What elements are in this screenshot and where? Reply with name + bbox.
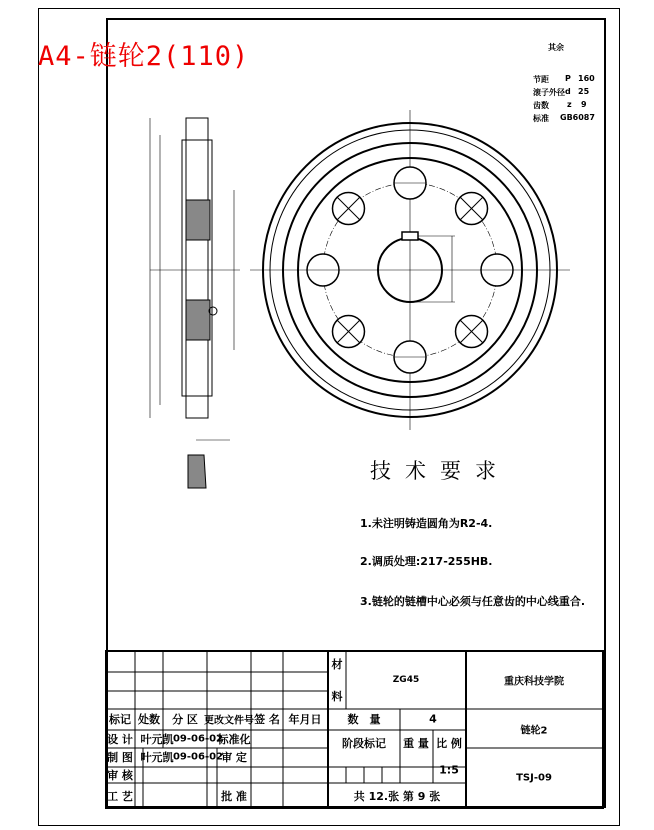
spec-value: 160 [578, 74, 595, 83]
role-label: 制 图 [107, 751, 133, 764]
part-name: 链轮2 [520, 725, 548, 737]
scale-value: 1:5 [439, 763, 459, 777]
requirement-item: 3.链轮的链槽中心必须与任意齿的中心线重合. [360, 595, 586, 608]
stage-label: 阶段标记 [342, 737, 386, 750]
requirement-item: 1.未注明铸造圆角为R2-4. [360, 517, 493, 530]
person-name: 叶元凯 [140, 733, 174, 746]
spec-value: GB6087 [560, 113, 595, 122]
sheet-title: A4-链轮2(110) [38, 41, 250, 72]
spec-value: 9 [581, 100, 587, 109]
material-label: 材 [331, 658, 343, 671]
role-label: 批 准 [221, 790, 247, 803]
spec-symbol: d [565, 87, 571, 96]
material-value: ZG45 [392, 675, 420, 685]
spec-symbol: z [567, 100, 572, 109]
drawing-number: TSJ-09 [516, 772, 552, 784]
role-label: 审 核 [107, 769, 133, 782]
spec-label: 滚子外径 [533, 88, 565, 97]
sheet-count: 共 12.张 第 9 张 [353, 790, 441, 803]
front-view [250, 110, 570, 430]
role-label: 设 计 [107, 733, 133, 746]
spec-label: 齿数 [533, 101, 549, 110]
material-label: 料 [331, 690, 343, 703]
header-cell: 处数 [138, 713, 160, 726]
quantity-label: 数 量 [347, 713, 381, 726]
requirement-item: 2.调质处理:217-255HB. [360, 555, 493, 568]
side-view [150, 118, 240, 488]
person-name: 叶元凯 [140, 751, 174, 764]
spec-symbol: P [565, 74, 571, 83]
role-label: 标准化 [217, 733, 251, 746]
role-label: 工 艺 [107, 790, 133, 803]
date: 09-06-02 [172, 751, 224, 763]
weight-label: 重 量 [403, 737, 429, 750]
scale-label: 比 例 [436, 737, 462, 750]
roughness-note: 其余 [548, 43, 564, 52]
quantity-value: 4 [429, 712, 437, 726]
header-cell: 年月日 [288, 713, 322, 726]
requirements-title: 技术要求 [370, 459, 510, 483]
school-name: 重庆科技学院 [504, 676, 564, 688]
date: 09-06-02 [172, 733, 224, 745]
spec-label: 标准 [533, 114, 549, 123]
spec-value: 25 [578, 87, 590, 96]
header-cell: 签 名 [254, 713, 280, 726]
role-label: 审 定 [221, 751, 247, 764]
header-cell: 更改文件号 [204, 715, 254, 727]
header-cell: 分 区 [172, 713, 198, 726]
spec-label: 节距 [533, 75, 549, 84]
header-cell: 标记 [109, 713, 131, 726]
